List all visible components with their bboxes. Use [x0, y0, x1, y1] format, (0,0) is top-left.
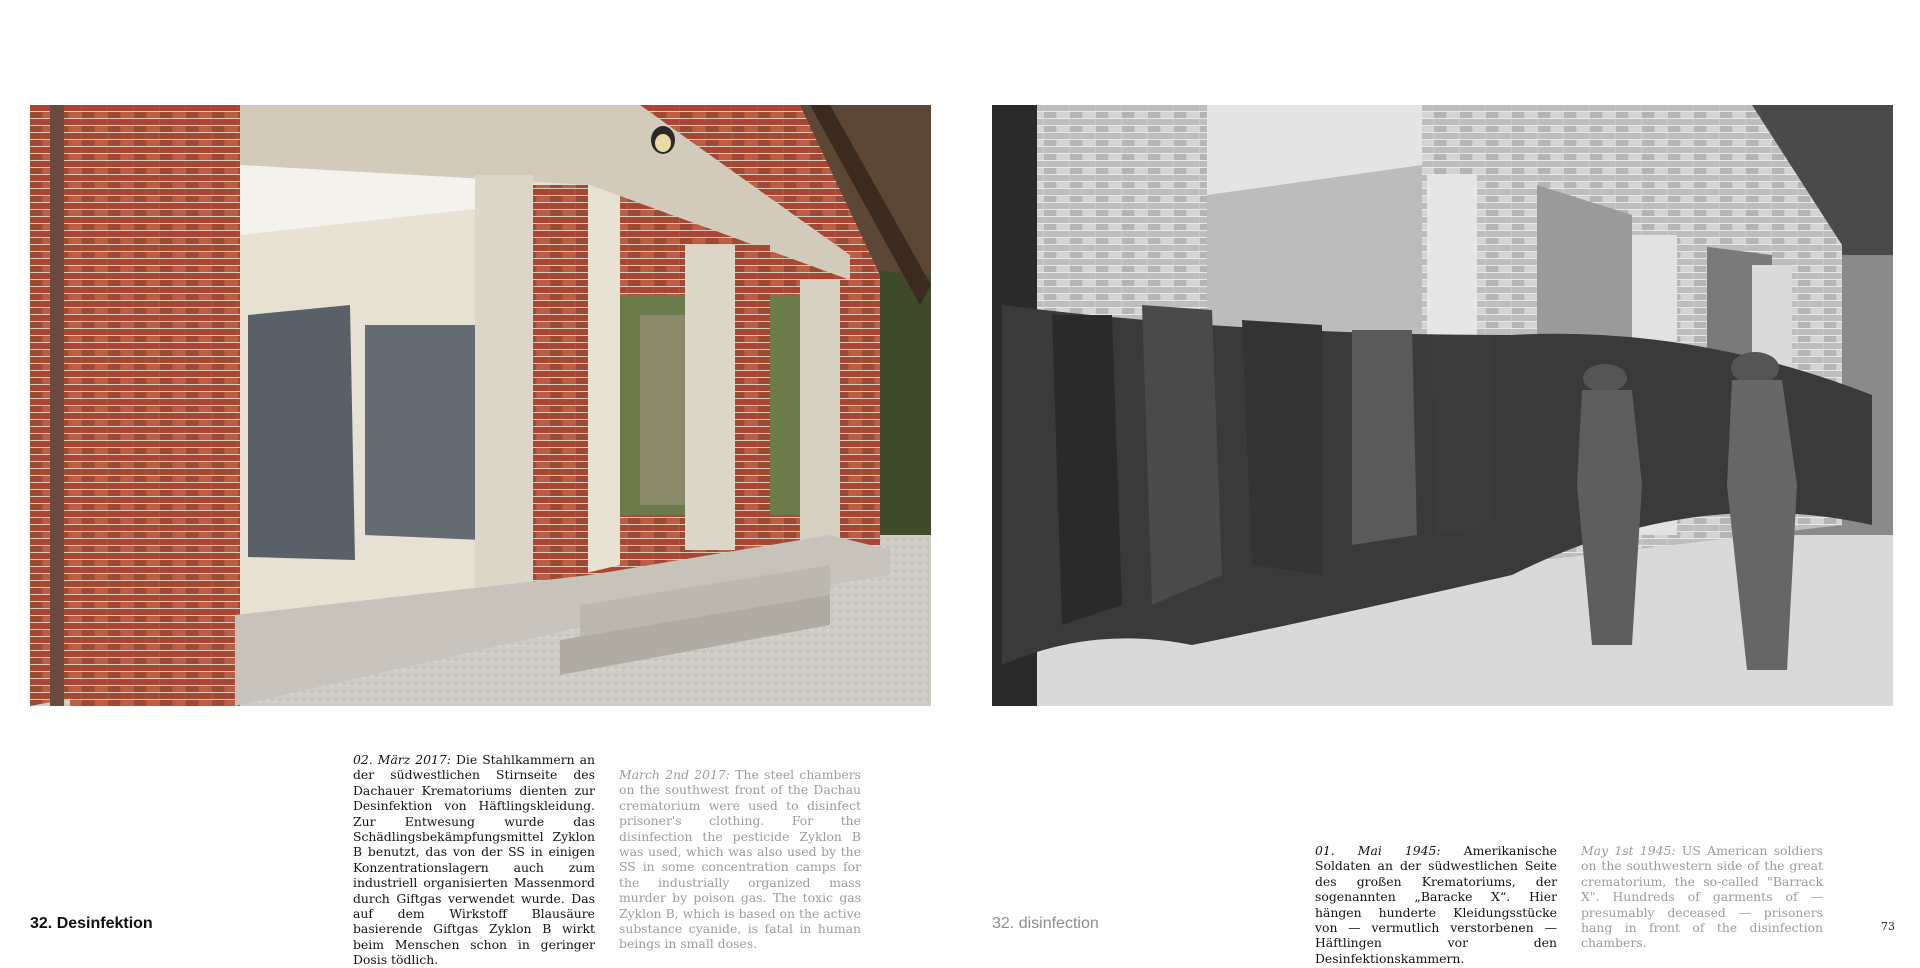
page-number: 73: [1881, 920, 1895, 933]
section-title-english: 32. disinfection: [992, 915, 1099, 932]
section-title-german: 32. Desinfektion: [30, 915, 153, 932]
caption-text: Die Stahlkammern an der südwestlichen Stirnseite des Dachauer Krematoriums dienten zur Desinfektion von Häftlingskleidung. Zur Entwesung wurde das Schädlingsbekämpfungsmittel Zyklon B benutzt, das von der SS in einigen Konzentrationslagern auch zum industriell organisierten Massenmord durch Giftgas verwendet wurde. Das auf dem Wirkstoff Blausäure basierende Giftgas Zyklon B wirkt beim Menschen schon in geringer Dosis tödlich.: [353, 752, 595, 968]
photo-right-illustration: [992, 105, 1893, 706]
photo-brick-building-steel-doors: [30, 105, 931, 706]
caption-date: May 1st 1945:: [1581, 843, 1676, 858]
caption-date: March 2nd 2017:: [619, 767, 730, 782]
photo-soldiers-clothing-barrack: [992, 105, 1893, 706]
photo-left-illustration: [30, 105, 931, 706]
caption-text: Amerikanische Soldaten an der südwestlichen Seite des großen Krematoriums, der sogenannten „Baracke X“. Hier hängen hunderte Kleidungsstücke von — vermutlich verstorbenen — Häftlingen vor den Desinfektionskammern.: [1315, 843, 1558, 966]
caption-german-left: [353, 752, 595, 968]
caption-english-left: [619, 767, 861, 952]
caption-english-right: [1581, 843, 1823, 951]
caption-text: US American soldiers on the southwestern side of the great crematorium, the so-called "Barrack X". Hundreds of garments of — presumably deceased — prisoners hang in front of the disinfection chambers.: [1581, 843, 1823, 951]
caption-date: 02. März 2017:: [353, 752, 451, 767]
caption-german-right: [1315, 843, 1557, 966]
caption-text: The steel chambers on the southwest front of the Dachau crematorium were used to disinfect prisoner's clothing. For the disinfection the pesticide Zyklon B was used, which was also used by the SS in some concentration camps for the industrially organized mass murder by poison gas. The toxic gas Zyklon B, which is based on the active substance cyanide, is fatal in human beings in small doses.: [619, 767, 861, 952]
caption-date: 01. Mai 1945:: [1315, 843, 1441, 858]
